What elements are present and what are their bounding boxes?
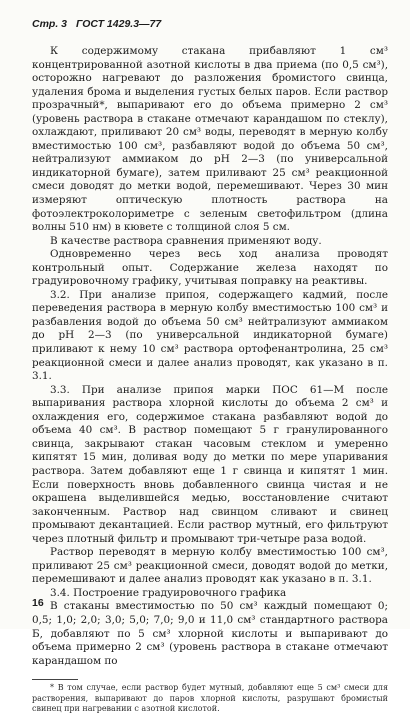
footnote-divider (32, 679, 78, 680)
paragraph-section-3-2: 3.2. При анализе припоя, содержащего кадмий, после переведения раствора в мерную колбу вместимостью 100 см³ и разбавления водой до объема 50 см³ нейтрализуют аммиаком до pH 2—3 (по универсальной индикаторной бумаге) приливают к нему 10 см³ раствора ортофенантролина, 25 см³ реакционной смеси и далее анализ проводят, как указано в п. 3.1. (32, 288, 388, 383)
paragraph-control-test: Одновременно через весь ход анализа проводят контрольный опыт. Содержание железа находят по градуировочному графику, учитывая поправку на реактивы. (32, 248, 388, 288)
document-body (32, 45, 388, 668)
page-label: Стр. 3 (32, 18, 68, 30)
page-header (32, 18, 388, 31)
standard-designation: ГОСТ 1429.3—77 (75, 18, 162, 30)
footnote: * В том случае, если раствор будет мутный, добавляют еще 5 см³ смеси для растворения, выпаривают до паров хлорной кислоты, разрушают бромистый свинец при нагревании с азотной кислотой. (32, 683, 388, 713)
page-number: 16 (32, 597, 44, 609)
section-heading-3-4: 3.4. Построение градуировочного графика (50, 586, 287, 599)
paragraph-reference-solution: В качестве раствора сравнения применяют воду. (50, 234, 322, 247)
paragraph-procedure: К содержимому стакана прибавляют 1 см³ концентрированной азотной кислоты в два приема (по 0,5 см³), осторожно нагревают до разложения бромистого свинца, удаления брома и выделения густых белых паров. Если раствор прозрачный*, выпаривают его до объема примерно 2 см³ (уровень раствора в стакане отмечают карандашом по стеклу), охлаждают, приливают 20 см³ воды, переводят в мерную колбу вместимостью 100 см³, разбавляют водой до объема 50 см³, нейтрализуют аммиаком до pH 2—3 (по универсальной индикаторной бумаге), затем приливают 25 см³ реакционной смеси доводят до метки водой, перемешивают. Через 30 мин измеряют оптическую плотность раствора на фотоэлектроколориметре с зеленым светофильтром (длина волны 510 нм) в кювете с толщиной слоя 5 см. (32, 45, 388, 234)
paragraph-section-3-3: 3.3. При анализе припоя марки ПОС 61—М после выпаривания раствора хлорной кислоты до объема 2 см³ и охлаждения его, содержимое стакана разбавляют водой до объема 40 см³. В раствор помещают 5 г гранулированного свинца, закрывают стакан часовым стеклом и умеренно кипятят 15 мин, доливая воду до метки по мере упаривания раствора. Затем добавляют еще 1 г свинца и кипятят 1 мин. Если поверхность вновь добавленного свинца чистая и не окрашена выделившейся медью, восстановление считают законченным. Раствор над свинцом сливают и свинец промывают декантацией. Если раствор мутный, его фильтруют через плотный фильтр и промывают три-четыре раза водой. (32, 383, 388, 545)
paragraph-calibration: В стаканы вместимостью по 50 см³ каждый помещают 0; 0,5; 1,0; 2,0; 3,0; 5,0; 7,0; 9,0 и 11,0 см³ стандартного раствора Б, добавляют по 5 см³ хлорной кислоты и выпаривают до объема примерно 2 см³ (уровень раствора в стакане отмечают карандашом по (32, 600, 388, 667)
paragraph-transfer: Раствор переводят в мерную колбу вместимостью 100 см³, приливают 25 см³ реакционной смеси, доводят водой до метки, перемешивают и далее анализ проводят как указано в п. 3.1. (32, 546, 388, 586)
